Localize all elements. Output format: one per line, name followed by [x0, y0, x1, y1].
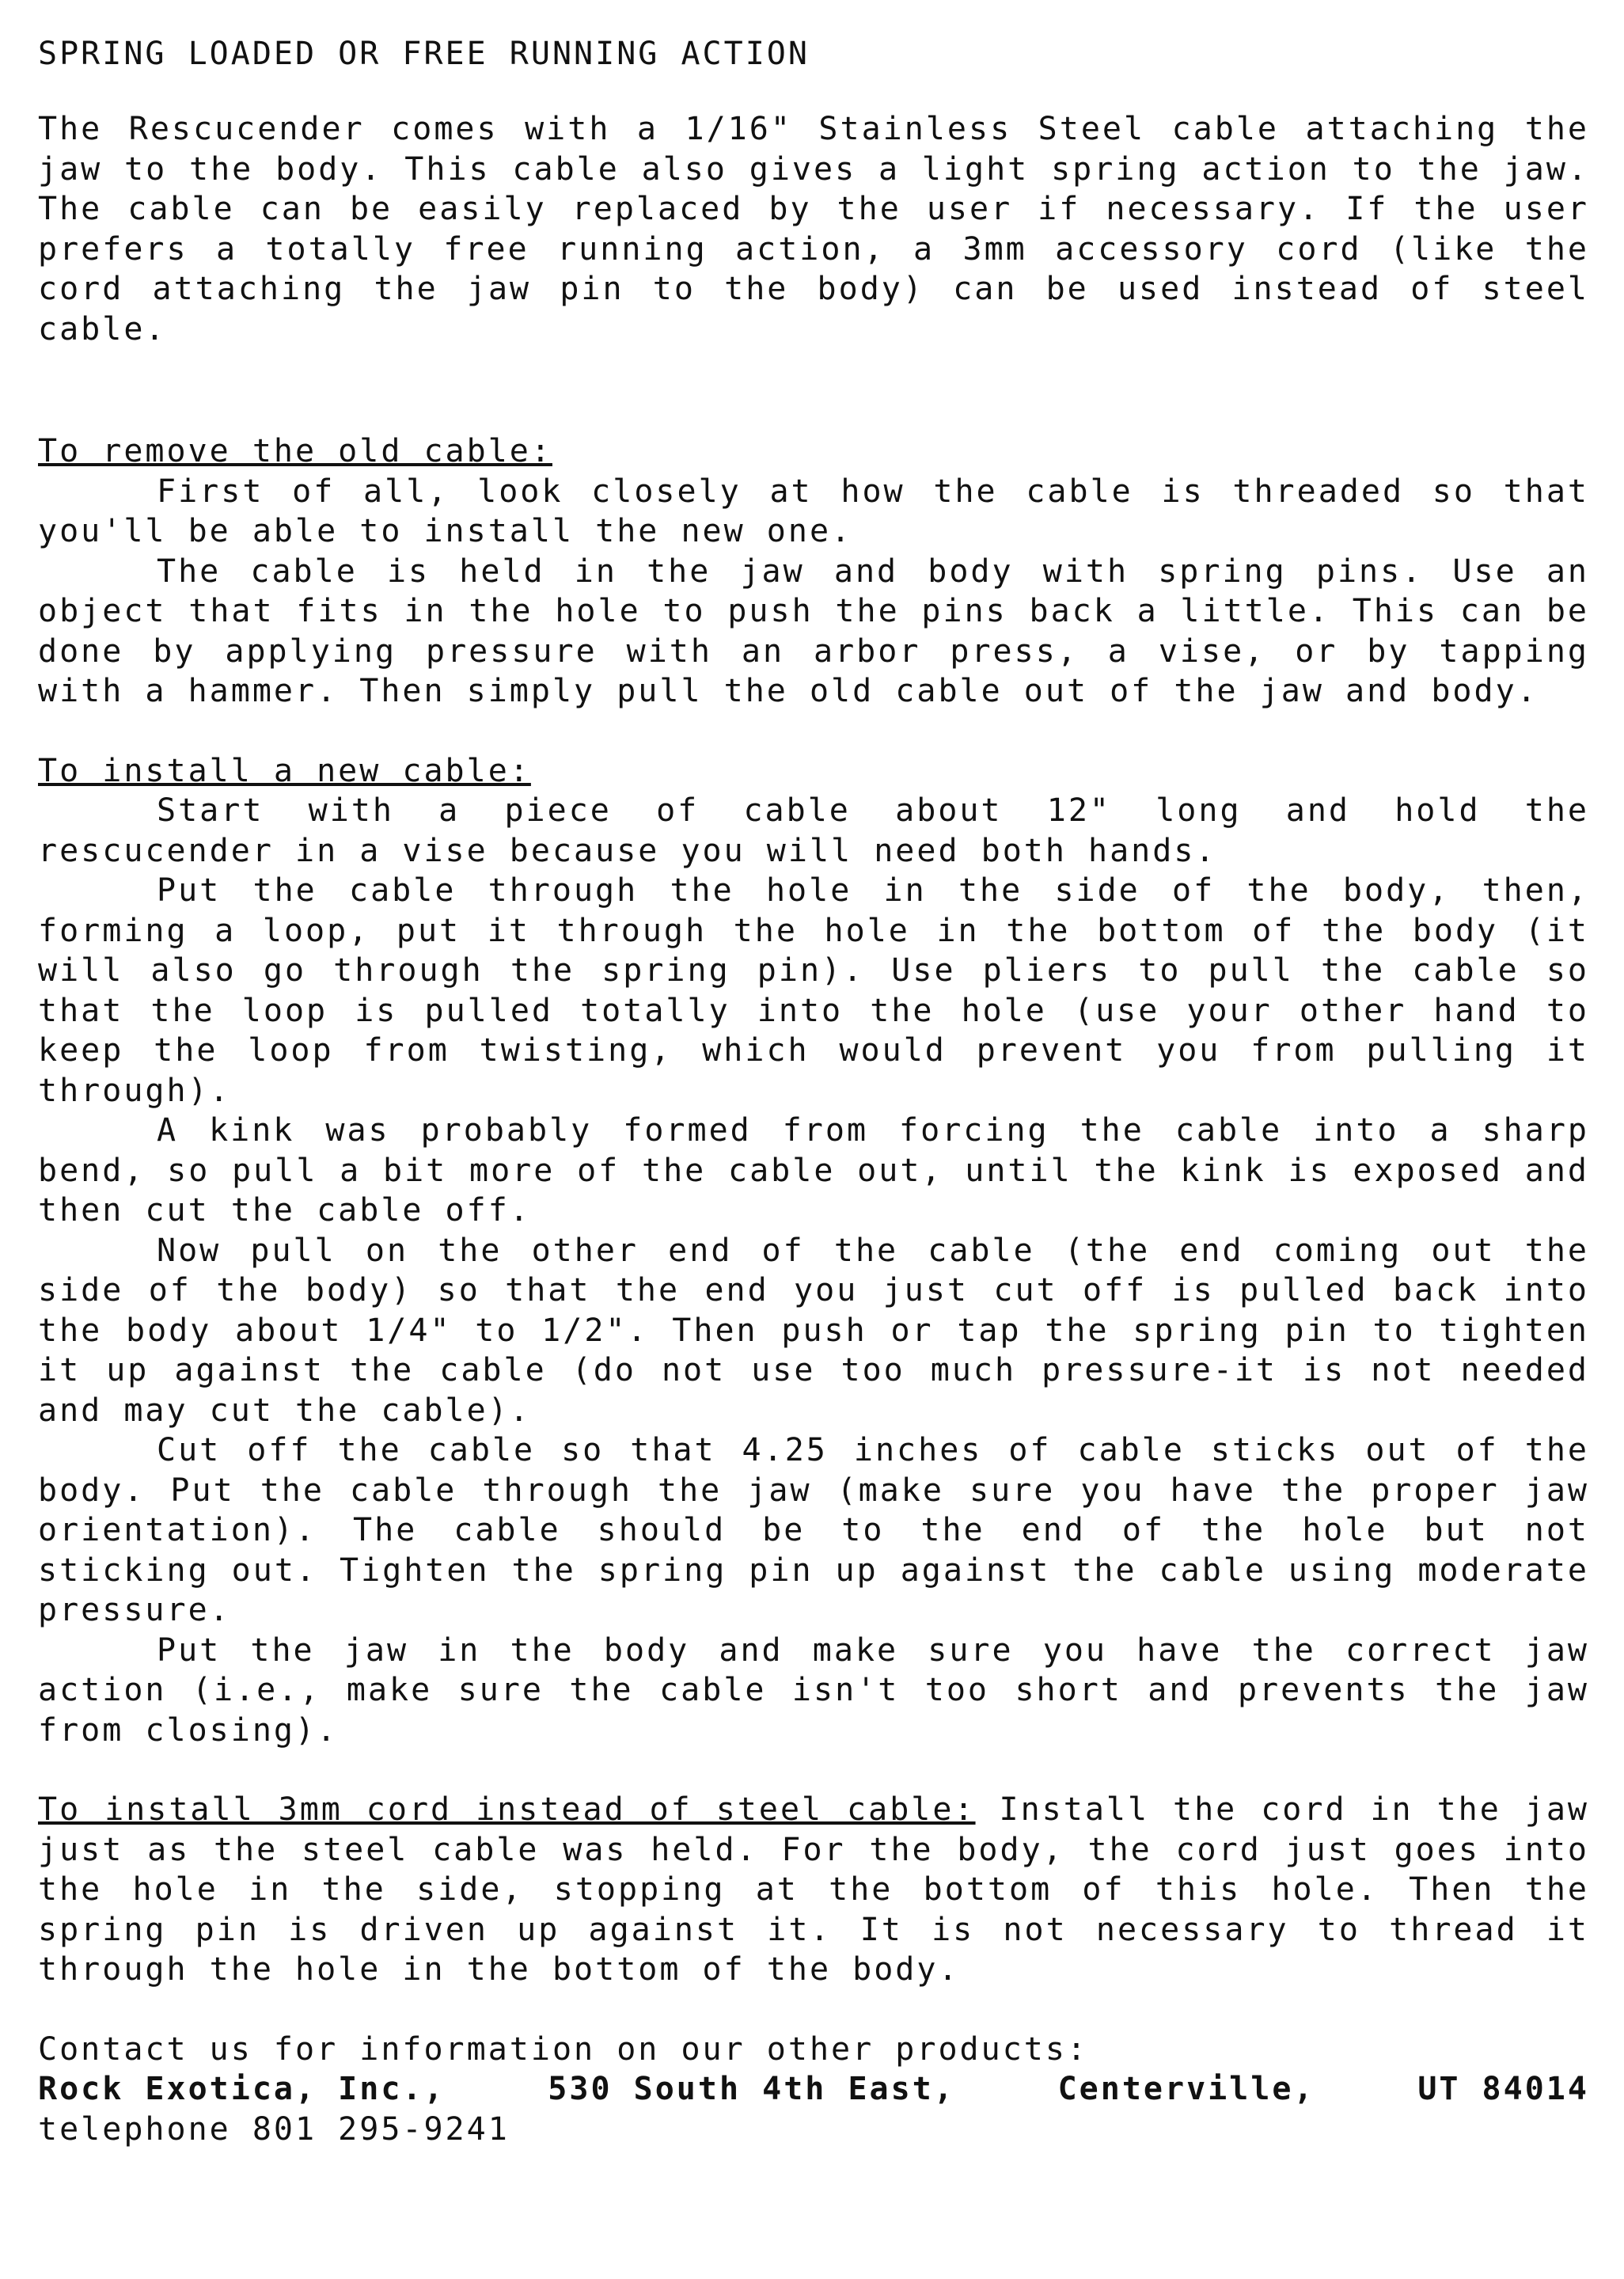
state-zip: UT 84014	[1417, 2071, 1589, 2107]
company-address	[38, 2069, 1589, 2110]
remove-paragraph: The cable is held in the jaw and body with spring pins. Use an object that fits in the hole to push the pins back a little. This can be done by applying pressure with an arbor press, a vise, or by tapping with a hammer. Then simply pull the old cable out of the jaw and body.	[38, 553, 1589, 709]
telephone: telephone 801 295-9241	[38, 2110, 510, 2148]
contact-line: Contact us for information on our other products:	[38, 2030, 1089, 2068]
cord-paragraph	[38, 1790, 1589, 1990]
spacer	[38, 1750, 1589, 1790]
install-paragraph: Put the jaw in the body and make sure you have the correct jaw action (i.e., make sure the cable isn't too short and prevents the jaw from closing).	[38, 1631, 1589, 1749]
install-paragraph: Put the cable through the hole in the side of the body, then, forming a loop, put it through the hole in the bottom of the body (it will also go through the spring pin). Use pliers to pull the cable so that the loop is pulled totally into the hole (use your other hand to keep the loop from twisting, which would prevent you from pulling it through).	[38, 872, 1589, 1109]
city: Centerville,	[1057, 2071, 1315, 2107]
company-name: Rock Exotica, Inc.,	[38, 2071, 446, 2107]
street-address: 530 South 4th East,	[548, 2071, 955, 2107]
spacer	[38, 712, 1589, 751]
spacer	[38, 1990, 1589, 2030]
cord-text: Install the cord in the jaw just as the steel cable was held. For the body, the cord just goes into the hole in the side, stopping at the bottom of this hole. Then the spring pin is driven up against it. It is not necessary to thread it through the hole in the bottom of the body.	[38, 1791, 1590, 1988]
install-paragraph: Cut off the cable so that 4.25 inches of cable sticks out of the body. Put the cable through the jaw (make sure you have the proper jaw orientation). The cable should be to the end of the hole but not sticking out. Tighten the spring pin up against the cable using moderate pressure.	[38, 1432, 1589, 1628]
spacer	[38, 349, 1589, 431]
remove-cable-heading: To remove the old cable:	[38, 433, 552, 469]
cord-heading: To install 3mm cord instead of steel cable:	[38, 1791, 976, 1828]
remove-paragraph: First of all, look closely at how the cable is threaded so that you'll be able to install the new one.	[38, 473, 1589, 549]
install-cable-heading: To install a new cable:	[38, 752, 531, 789]
install-paragraph: Now pull on the other end of the cable (the end coming out the side of the body) so that the end you just cut off is pulled back into the body about 1/4" to 1/2". Then push or tap the spring pin to tighten it up against the cable (do not use too much pressure-it is not needed and may cut the cable).	[38, 1232, 1589, 1429]
install-paragraph: Start with a piece of cable about 12" long and hold the rescucender in a vise because you will need both hands.	[38, 792, 1589, 869]
document-title: SPRING LOADED OR FREE RUNNING ACTION	[38, 36, 810, 72]
document-page	[38, 32, 1589, 2149]
intro-paragraph: The Rescucender comes with a 1/16" Stainless Steel cable attaching the jaw to the body. This cable also gives a light spring action to the jaw. The cable can be easily replaced by the user if necessary. If the user prefers a totally free running action, a 3mm accessory cord (like the cord attaching the jaw pin to the body) can be used instead of steel cable.	[38, 111, 1589, 348]
install-paragraph: A kink was probably formed from forcing the cable into a sharp bend, so pull a bit more of the cable out, until the kink is exposed and then cut the cable off.	[38, 1112, 1589, 1229]
